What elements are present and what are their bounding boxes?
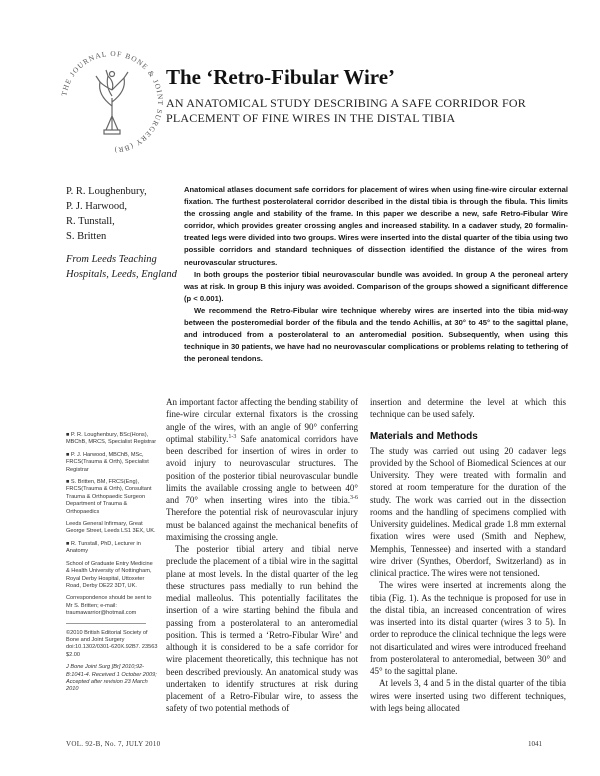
- body-column-left: [166, 396, 358, 715]
- tree-emblem-icon: [96, 70, 128, 134]
- abstract-paragraph: In both groups the posterior tibial neurovascular bundle was avoided. In group A the peroneal artery was at risk. In group B this injury was avoided. Comparison of the groups showed a significant difference (p < 0.001).: [184, 269, 568, 303]
- note-author: ■ S. Britten, BM, FRCS(Eng), FRCS(Trauma & Orth), Consultant Trauma & Orthopaedic Surgeon Department of Trauma & Orthopaedics: [66, 479, 152, 515]
- note-author: ■ P. J. Harwood, MBChB, MSc, FRCS(Trauma & Orth), Specialist Registrar: [66, 451, 149, 473]
- note-address: School of Graduate Entry Medicine & Health University of Nottingham, Royal Derby Hospital, Uttoxeter Road, Derby DE22 3DT, UK.: [66, 560, 153, 589]
- body-paragraph: At levels 3, 4 and 5 in the distal quarter of the tibia wires were inserted using two different techniques, with legs being allocated: [370, 678, 566, 713]
- note-author: ■ P. R. Loughenbury, BSc(Hons), MBChB, MRCS, Specialist Registrar: [66, 432, 157, 446]
- page-number: 1041: [528, 740, 542, 748]
- section-heading: Materials and Methods: [370, 430, 478, 442]
- citation-ref: 1-3: [228, 433, 237, 440]
- body-paragraph: The wires were inserted at increments along the tibia (Fig. 1). As the technique is proposed for use in the distal tibia, an increased concentration of wires was inserted into its distal quarter (wires 3 to 5). In order to reproduce the clinical technique the legs were not disarticulated and wires were introduced freehand from posterolateral to anteromedial, between 30° and 45° to the sagittal plane.: [370, 580, 566, 676]
- body-text: Safe anatomical corridors have been described for insertion of wires in order to avoid injury to neurovascular structures. The position of the posterior tibial neurovascular bundle limits the available crossing angle to between 40° and 70° when inserting wires into the tibia.: [166, 433, 358, 505]
- note-divider: [66, 623, 146, 624]
- body-paragraph: The posterior tibial artery and tibial nerve preclude the placement of a tibial wire in the sagittal plane at most levels. In the distal quarter of the leg these structures pass medially to run behind the medial malleolus. This potentially facilitates the insertion of a wire starting behind the fibula and passing from a posterolateral to an anteromedial position. This is termed a ‘Retro-Fibular Wire’ and although it is considered to be a safe corridor for wire placement theoretically, this technique has not been described previously. An anatomical study was undertaken to identify structures at risk during placement of a Retro-Fibular wire, to assess the safety of two potential methods of: [166, 544, 358, 714]
- body-paragraph: The study was carried out using 20 cadaver legs provided by the School of Biomedical Sciences at our University. They were treated with formalin and stored at room temperature for the duration of the study. The work was carried out in the dissection rooms and the handling of specimens complied with University guidelines. Medical grade 1.8 mm external fixation wires were used (Smith and Nephew, Memphis, Tennessee) and inserted with a standard wire driver (Synthes, Oberdorf, Switzerland) as in clinical practice. The wires were not tensioned.: [370, 445, 566, 578]
- author-name: P. J. Harwood,: [66, 201, 127, 212]
- abstract: [184, 184, 568, 365]
- note-author: ■ R. Tunstall, PhD, Lecturer in Anatomy: [66, 540, 141, 555]
- article-subtitle: AN ANATOMICAL STUDY DESCRIBING A SAFE CORRIDOR FOR PLACEMENT OF FINE WIRES IN THE DISTAL TIBIA: [166, 96, 526, 125]
- body-paragraph: [166, 396, 358, 543]
- affiliation: From Leeds Teaching Hospitals, Leeds, England: [66, 254, 177, 280]
- author-name: R. Tunstall,: [66, 216, 115, 227]
- citation-ref: 3-6: [350, 495, 358, 501]
- body-paragraph: insertion and determine the level at which this technique can be used safely.: [370, 397, 566, 420]
- note-address: Leeds General Infirmary, Great George Street, Leeds LS1 3EX, UK.: [66, 521, 156, 535]
- logo-ring-text: THE JOURNAL OF BONE & JOINT SURGERY (BR): [59, 48, 166, 155]
- body-text: An important factor affecting the bending stability of fine-wire circular external fixators is the crossing angle of the wires, with an angle of 90° conferring optimal stability.: [166, 397, 358, 444]
- footer-volume: VOL. 92-B, No. 7, JULY 2010: [66, 740, 161, 748]
- article-title: The ‘Retro-Fibular Wire’: [166, 65, 396, 89]
- note-copyright: ©2010 British Editorial Society of Bone and Joint Surgery doi:10.1302/0301-620X.92B7. 23563 $2.00: [66, 629, 158, 658]
- author-name: S. Britten: [66, 231, 107, 242]
- author-name: P. R. Loughenbury,: [66, 186, 147, 197]
- journal-logo: [56, 46, 168, 158]
- author-block: [66, 184, 178, 282]
- body-text: Therefore the potential risk of neurovascular injury must be balanced against the mechanical benefits of maximising the crossing angle.: [166, 507, 358, 542]
- note-correspondence: Correspondence should be sent to Mr S. Britten; e-mail: traumawarrior@hotmail.com: [66, 595, 152, 617]
- abstract-paragraph: We recommend the Retro-Fibular wire technique whereby wires are inserted into the tibia mid-way between the posteromedial border of the fibula and the tendo Achillis, at 30° to 45° to the sagittal plane, and introduced from a posterolateral to an anteromedial position. Subsequently, when using this technique in 30 patients, we have had no neurovascular complications or problems relating to tethering of the peroneal tendons.: [184, 305, 568, 364]
- abstract-paragraph: Anatomical atlases document safe corridors for placement of wires when using fine-wire circular external fixation. The furthest posterolateral corridor described in the distal tibia is through the fibula. This limits the crossing angle and stability of the frame. In this paper we describe a new, safe Retro-Fibular Wire corridor, which provides greater crossing angles and increased stability. In a cadaver study, 20 formalin-treated legs were divided into two groups. Wires were inserted into the distal quarter of the tibia using two possible corridors and standard techniques of dissection identified the distance of the wires from neurovascular structures.: [184, 185, 568, 267]
- body-column-right: [370, 396, 566, 714]
- author-notes: [66, 432, 158, 699]
- note-citation: J Bone Joint Surg [Br] 2010;92-B:1041-4. Received 1 October 2009; Accepted after revision 23 March 2010: [66, 664, 157, 693]
